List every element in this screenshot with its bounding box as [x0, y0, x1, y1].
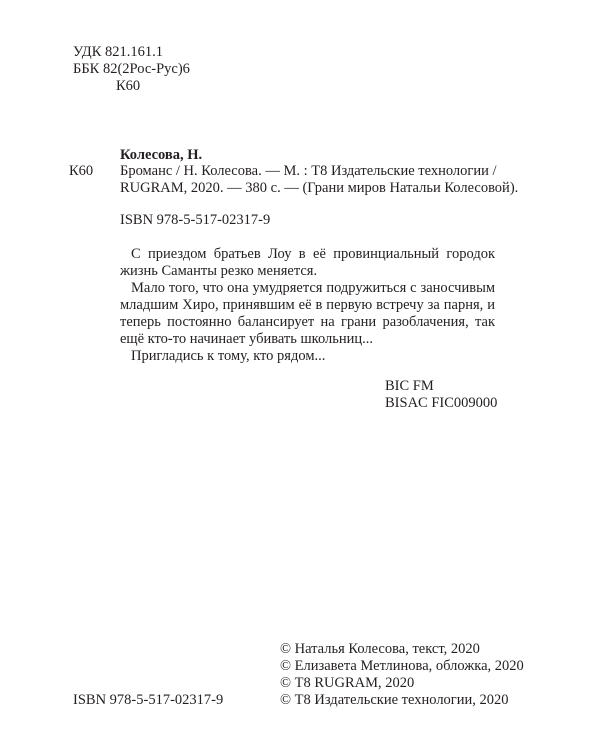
annotation-line: ещё кто-то начинает убивать школьниц...	[120, 331, 374, 347]
annotation-paragraph	[120, 280, 495, 348]
copyright-line: © Елизавета Метлинова, обложка, 2020	[280, 658, 524, 674]
annotation	[120, 246, 495, 365]
annotation-line: младшим Хиро, принявшим её в первую встречу за парня, и	[120, 297, 495, 313]
bbk-code: ББК 82(2Рос-Рус)6	[73, 61, 190, 77]
annotation-line: Пригладись к тому, кто рядом...	[131, 348, 326, 364]
annotation-line: жизнь Саманты резко меняется.	[120, 263, 318, 279]
description-line: RUGRAM, 2020. — 380 с. — (Грани миров Натальи Колесовой).	[120, 180, 519, 196]
annotation-line: С приездом братьев Лоу в её провинциальный городок	[131, 246, 495, 262]
author-sign-left: К60	[69, 163, 94, 179]
description-line: Броманс / Н. Колесова. — М. : Т8 Издательские технологии /	[120, 163, 497, 179]
bibliographic-description	[120, 163, 519, 197]
isbn-footer: ISBN 978-5-517-02317-9	[73, 692, 224, 708]
copyright-line: © Т8 Издательские технологии, 2020	[280, 692, 509, 708]
annotation-line: Мало того, что она умудряется подружиться с заносчивым	[131, 280, 495, 296]
copyright-line: © Т8 RUGRAM, 2020	[280, 675, 415, 691]
annotation-paragraph	[120, 348, 495, 365]
copyright-line: © Наталья Колесова, текст, 2020	[280, 641, 480, 657]
author-sign-code: К60	[116, 78, 141, 94]
annotation-paragraph	[120, 246, 495, 280]
udk-code: УДК 821.161.1	[73, 44, 163, 60]
bisac-code: BISAC FIC009000	[385, 395, 498, 411]
author-heading: Колесова, Н.	[120, 147, 203, 163]
bic-code: BIC FM	[385, 378, 434, 394]
isbn-record: ISBN 978-5-517-02317-9	[120, 212, 271, 228]
annotation-line: теперь постоянно балансирует на грани разоблачения, так	[120, 314, 495, 330]
